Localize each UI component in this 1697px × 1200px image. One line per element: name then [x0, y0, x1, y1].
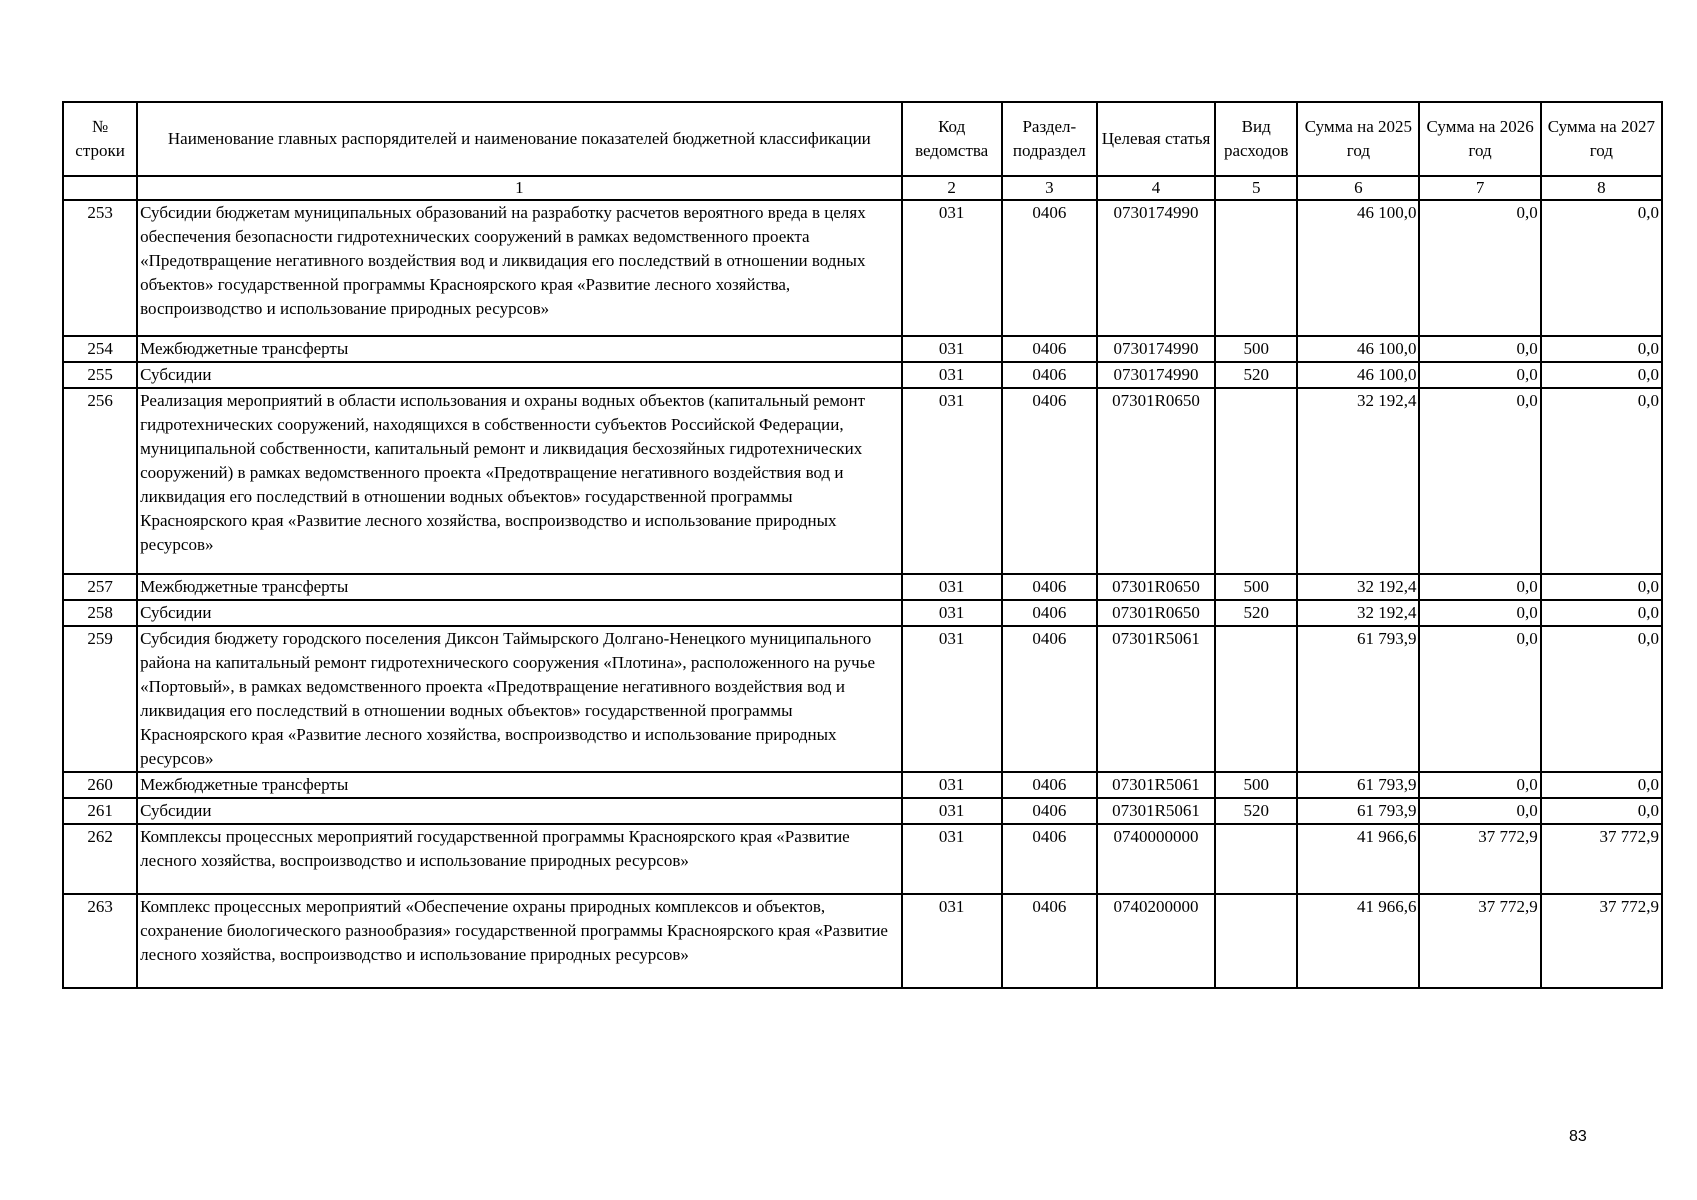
row-target: 07301R5061 — [1097, 626, 1215, 772]
row-name: Субсидии — [137, 600, 901, 626]
row-exp-type: 500 — [1215, 336, 1297, 362]
table-row — [63, 894, 1662, 988]
row-sum-2025: 41 966,6 — [1297, 894, 1419, 988]
row-section: 0406 — [1002, 574, 1097, 600]
row-sum-2026: 0,0 — [1419, 200, 1540, 336]
row-number: 260 — [63, 772, 137, 798]
row-name: Комплексы процессных мероприятий государственной программы Красноярского края «Развитие лесного хозяйства, воспроизводство и использование природных ресурсов» — [137, 824, 901, 894]
row-sum-2025: 46 100,0 — [1297, 336, 1419, 362]
row-dept-code: 031 — [902, 600, 1002, 626]
table-row — [63, 574, 1662, 600]
row-section: 0406 — [1002, 798, 1097, 824]
row-exp-type: 520 — [1215, 362, 1297, 388]
row-exp-type: 520 — [1215, 600, 1297, 626]
row-dept-code: 031 — [902, 574, 1002, 600]
row-number: 257 — [63, 574, 137, 600]
row-sum-2025: 46 100,0 — [1297, 200, 1419, 336]
row-section: 0406 — [1002, 772, 1097, 798]
column-number-row — [63, 176, 1662, 200]
row-sum-2026: 0,0 — [1419, 362, 1540, 388]
header-sum-2027: Сумма на 2027 год — [1541, 102, 1662, 176]
row-target: 0740000000 — [1097, 824, 1215, 894]
column-number: 2 — [902, 176, 1002, 200]
row-dept-code: 031 — [902, 894, 1002, 988]
row-sum-2027: 0,0 — [1541, 798, 1662, 824]
row-sum-2027: 0,0 — [1541, 772, 1662, 798]
row-number: 258 — [63, 600, 137, 626]
page-number: 83 — [1569, 1128, 1587, 1145]
row-sum-2027: 37 772,9 — [1541, 894, 1662, 988]
table-row — [63, 362, 1662, 388]
row-name: Субсидии — [137, 798, 901, 824]
row-sum-2025: 41 966,6 — [1297, 824, 1419, 894]
row-exp-type: 500 — [1215, 772, 1297, 798]
row-sum-2027: 0,0 — [1541, 626, 1662, 772]
table-row — [63, 798, 1662, 824]
row-dept-code: 031 — [902, 200, 1002, 336]
header-dept-code: Код ведомства — [902, 102, 1002, 176]
row-section: 0406 — [1002, 200, 1097, 336]
column-number: 6 — [1297, 176, 1419, 200]
row-sum-2026: 0,0 — [1419, 626, 1540, 772]
row-number: 259 — [63, 626, 137, 772]
row-number: 262 — [63, 824, 137, 894]
column-number: 1 — [137, 176, 901, 200]
row-dept-code: 031 — [902, 362, 1002, 388]
row-exp-type — [1215, 388, 1297, 574]
row-number: 256 — [63, 388, 137, 574]
row-section: 0406 — [1002, 336, 1097, 362]
row-sum-2027: 0,0 — [1541, 574, 1662, 600]
row-name: Межбюджетные трансферты — [137, 336, 901, 362]
budget-table — [62, 101, 1663, 989]
row-dept-code: 031 — [902, 336, 1002, 362]
row-target: 07301R5061 — [1097, 772, 1215, 798]
row-sum-2026: 0,0 — [1419, 798, 1540, 824]
column-number: 5 — [1215, 176, 1297, 200]
column-number: 8 — [1541, 176, 1662, 200]
column-number — [63, 176, 137, 200]
row-number: 253 — [63, 200, 137, 336]
row-number: 254 — [63, 336, 137, 362]
row-target: 0730174990 — [1097, 336, 1215, 362]
row-sum-2025: 32 192,4 — [1297, 388, 1419, 574]
row-number: 261 — [63, 798, 137, 824]
row-sum-2025: 32 192,4 — [1297, 574, 1419, 600]
table-row — [63, 600, 1662, 626]
row-exp-type: 520 — [1215, 798, 1297, 824]
row-section: 0406 — [1002, 894, 1097, 988]
document-page — [62, 101, 1663, 989]
header-target: Целевая статья — [1097, 102, 1215, 176]
row-section: 0406 — [1002, 362, 1097, 388]
row-exp-type — [1215, 626, 1297, 772]
row-name: Межбюджетные трансферты — [137, 574, 901, 600]
row-sum-2026: 37 772,9 — [1419, 824, 1540, 894]
row-sum-2027: 0,0 — [1541, 362, 1662, 388]
row-sum-2025: 61 793,9 — [1297, 798, 1419, 824]
row-sum-2026: 37 772,9 — [1419, 894, 1540, 988]
row-section: 0406 — [1002, 626, 1097, 772]
table-body — [63, 200, 1662, 988]
row-exp-type — [1215, 824, 1297, 894]
header-sum-2025: Сумма на 2025 год — [1297, 102, 1419, 176]
row-sum-2025: 61 793,9 — [1297, 772, 1419, 798]
header-sum-2026: Сумма на 2026 год — [1419, 102, 1540, 176]
row-name: Субсидии бюджетам муниципальных образований на разработку расчетов вероятного вреда в целях обеспечения безопасности гидротехнических сооружений в рамках ведомственного проекта «Предотвращение негативного воздействия вод и ликвидация его последствий в отношении водных объектов» государственной программы Красноярского края «Развитие лесного хозяйства, воспроизводство и использование природных ресурсов» — [137, 200, 901, 336]
table-row — [63, 336, 1662, 362]
row-target: 0730174990 — [1097, 200, 1215, 336]
row-number: 263 — [63, 894, 137, 988]
column-number: 7 — [1419, 176, 1540, 200]
row-section: 0406 — [1002, 824, 1097, 894]
column-number: 3 — [1002, 176, 1097, 200]
row-sum-2025: 32 192,4 — [1297, 600, 1419, 626]
row-name: Межбюджетные трансферты — [137, 772, 901, 798]
row-sum-2027: 0,0 — [1541, 600, 1662, 626]
row-exp-type — [1215, 200, 1297, 336]
row-exp-type — [1215, 894, 1297, 988]
row-dept-code: 031 — [902, 626, 1002, 772]
row-sum-2027: 0,0 — [1541, 388, 1662, 574]
row-target: 0740200000 — [1097, 894, 1215, 988]
row-dept-code: 031 — [902, 388, 1002, 574]
column-number: 4 — [1097, 176, 1215, 200]
header-name: Наименование главных распорядителей и наименование показателей бюджетной классификации — [137, 102, 901, 176]
row-sum-2026: 0,0 — [1419, 600, 1540, 626]
row-sum-2025: 61 793,9 — [1297, 626, 1419, 772]
row-sum-2027: 0,0 — [1541, 200, 1662, 336]
row-name: Субсидии — [137, 362, 901, 388]
row-section: 0406 — [1002, 600, 1097, 626]
table-row — [63, 388, 1662, 574]
table-row — [63, 200, 1662, 336]
header-row-no: № строки — [63, 102, 137, 176]
row-target: 07301R0650 — [1097, 574, 1215, 600]
table-row — [63, 772, 1662, 798]
row-dept-code: 031 — [902, 824, 1002, 894]
row-sum-2025: 46 100,0 — [1297, 362, 1419, 388]
header-section: Раздел-подраздел — [1002, 102, 1097, 176]
row-target: 07301R0650 — [1097, 388, 1215, 574]
row-name: Реализация мероприятий в области использования и охраны водных объектов (капитальный ремонт гидротехнических сооружений, находящихся в собственности субъектов Российской Федерации, муниципальной собственности, капитальный ремонт и ликвидация бесхозяйных гидротехнических сооружений) в рамках ведомственного проекта «Предотвращение негативного воздействия вод и ликвидация его последствий в отношении водных объектов» государственной программы Красноярского края «Развитие лесного хозяйства, воспроизводство и использование природных ресурсов» — [137, 388, 901, 574]
row-sum-2026: 0,0 — [1419, 574, 1540, 600]
row-dept-code: 031 — [902, 772, 1002, 798]
row-target: 07301R0650 — [1097, 600, 1215, 626]
row-exp-type: 500 — [1215, 574, 1297, 600]
row-sum-2027: 0,0 — [1541, 336, 1662, 362]
row-sum-2027: 37 772,9 — [1541, 824, 1662, 894]
row-target: 0730174990 — [1097, 362, 1215, 388]
row-sum-2026: 0,0 — [1419, 772, 1540, 798]
header-row — [63, 102, 1662, 176]
row-number: 255 — [63, 362, 137, 388]
row-target: 07301R5061 — [1097, 798, 1215, 824]
row-name: Субсидия бюджету городского поселения Диксон Таймырского Долгано-Ненецкого муниципального района на капитальный ремонт гидротехнического сооружения «Плотина», расположенного на ручье «Портовый», в рамках ведомственного проекта «Предотвращение негативного воздействия вод и ликвидация его последствий в отношении водных объектов» государственной программы Красноярского края «Развитие лесного хозяйства, воспроизводство и использование природных ресурсов» — [137, 626, 901, 772]
row-sum-2026: 0,0 — [1419, 388, 1540, 574]
row-section: 0406 — [1002, 388, 1097, 574]
table-row — [63, 824, 1662, 894]
table-row — [63, 626, 1662, 772]
row-dept-code: 031 — [902, 798, 1002, 824]
header-exp-type: Вид расходов — [1215, 102, 1297, 176]
row-name: Комплекс процессных мероприятий «Обеспечение охраны природных комплексов и объектов, сохранение биологического разнообразия» государственной программы Красноярского края «Развитие лесного хозяйства, воспроизводство и использование природных ресурсов» — [137, 894, 901, 988]
row-sum-2026: 0,0 — [1419, 336, 1540, 362]
